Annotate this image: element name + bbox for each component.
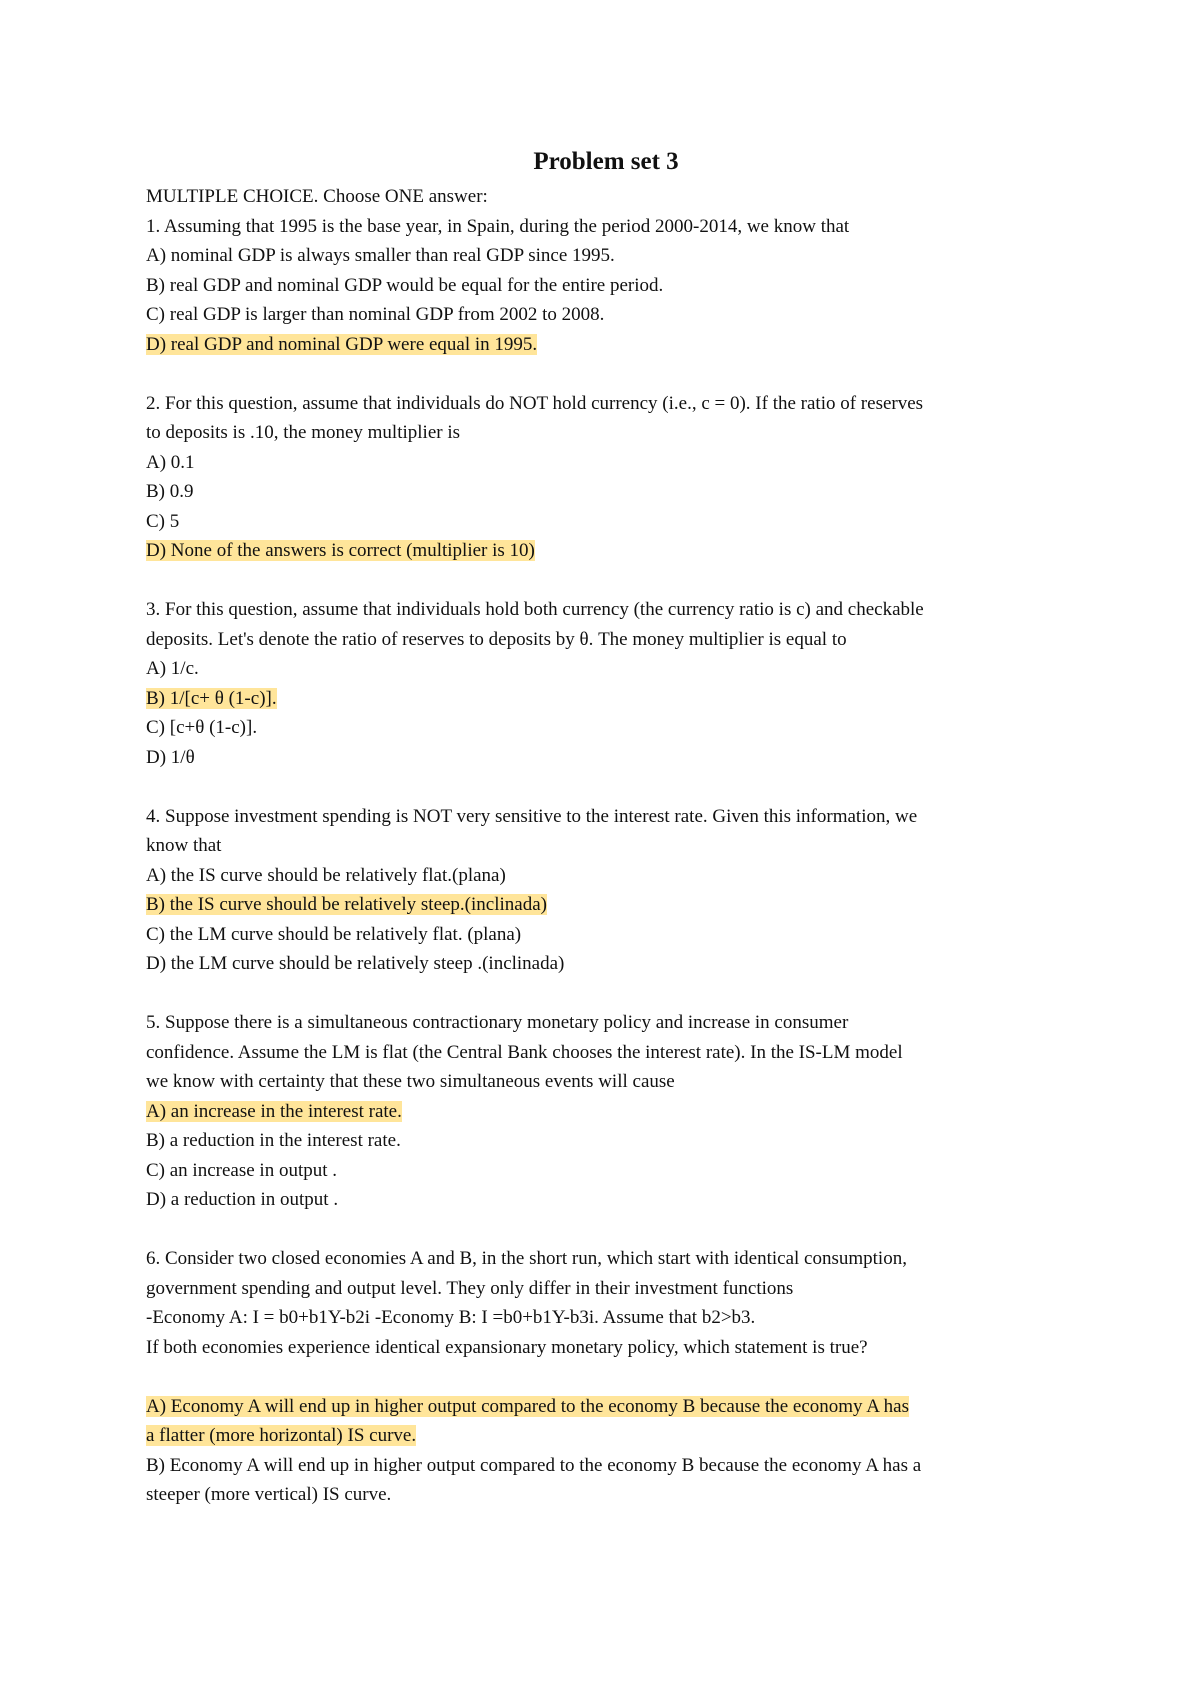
option-c (146, 713, 1066, 743)
question-stem: deposits. Let's denote the ratio of reserves to deposits by θ. The money multiplier is equal to (146, 628, 847, 650)
option-a-highlighted (146, 1421, 1066, 1451)
question-2 (146, 389, 1066, 566)
option-a-highlighted (146, 1097, 1066, 1127)
option-text: a flatter (more horizontal) IS curve. (146, 1425, 417, 1446)
option-c (146, 300, 1066, 330)
question-stem: 5. Suppose there is a simultaneous contractionary monetary policy and increase in consumer (146, 1012, 849, 1033)
question-stem: 4. Suppose investment spending is NOT very sensitive to the interest rate. Given this information, we (146, 805, 918, 827)
option-text: A) an increase in the interest rate. (146, 1100, 402, 1122)
option-b-highlighted (146, 684, 1066, 714)
option-a (146, 448, 1066, 478)
question-stem: 1. Assuming that 1995 is the base year, in Spain, during the period 2000-2014, we know that (146, 215, 850, 237)
option-text: C) real GDP is larger than nominal GDP from 2002 to 2008. (146, 304, 605, 325)
option-text: D) the LM curve should be relatively steep .(inclinada) (146, 953, 565, 974)
option-b (146, 477, 1066, 507)
question-stem: 6. Consider two closed economies A and B, in the short run, which start with identical consumption, (146, 1248, 907, 1269)
option-text: C) 5 (146, 510, 180, 532)
question-stem: If both economies experience identical expansionary monetary policy, which statement is true? (146, 1336, 868, 1358)
option-text: A) nominal GDP is always smaller than real GDP since 1995. (146, 245, 615, 266)
option-d (146, 949, 1066, 979)
option-text: D) a reduction in output . (146, 1189, 339, 1210)
question-gap (146, 1215, 1066, 1245)
option-c (146, 507, 1066, 537)
option-c (146, 920, 1066, 950)
page-title: Problem set 3 (533, 148, 679, 175)
question-stem: government spending and output level. They only differ in their investment functions (146, 1277, 794, 1299)
document-content (146, 144, 1066, 1510)
question-6 (146, 1244, 1066, 1510)
option-text: D) real GDP and nominal GDP were equal in 1995. (146, 333, 538, 355)
option-a (146, 861, 1066, 891)
option-text: steeper (more vertical) IS curve. (146, 1484, 392, 1505)
option-text: C) an increase in output . (146, 1159, 338, 1181)
option-text: B) 0.9 (146, 481, 194, 502)
option-text: B) 1/[c+ θ (1-c)]. (146, 687, 277, 709)
question-4 (146, 802, 1066, 979)
option-d-highlighted (146, 536, 1066, 566)
question-stem: we know with certainty that these two simultaneous events will cause (146, 1071, 675, 1092)
option-text: B) the IS curve should be relatively steep.(inclinada) (146, 894, 547, 915)
option-b (146, 1126, 1066, 1156)
question-stem: 2. For this question, assume that individuals do NOT hold currency (i.e., c = 0). If the ratio of reserves (146, 392, 924, 414)
instructions: MULTIPLE CHOICE. Choose ONE answer: (146, 186, 488, 207)
option-text: B) real GDP and nominal GDP would be equal for the entire period. (146, 274, 664, 296)
question-3 (146, 595, 1066, 772)
option-text: A) the IS curve should be relatively flat.(plana) (146, 864, 506, 886)
question-stem: confidence. Assume the LM is flat (the Central Bank chooses the interest rate). In the IS-LM model (146, 1041, 903, 1063)
option-d (146, 1185, 1066, 1215)
blank-line (146, 1362, 1066, 1392)
option-text: D) 1/θ (146, 746, 195, 768)
option-b (146, 1480, 1066, 1510)
option-d (146, 743, 1066, 773)
option-text: C) the LM curve should be relatively flat. (plana) (146, 923, 522, 945)
option-text: A) 0.1 (146, 451, 195, 473)
question-stem: know that (146, 835, 222, 856)
option-b-highlighted (146, 890, 1066, 920)
question-stem: 3. For this question, assume that individuals hold both currency (the currency ratio is c) and checkable (146, 599, 924, 620)
question-stem: -Economy A: I = b0+b1Y-b2i -Economy B: I =b0+b1Y-b3i. Assume that b2>b3. (146, 1307, 756, 1328)
option-text: D) None of the answers is correct (multiplier is 10) (146, 540, 535, 561)
question-5 (146, 1008, 1066, 1215)
question-gap (146, 772, 1066, 802)
option-text: A) 1/c. (146, 658, 199, 679)
question-gap (146, 979, 1066, 1009)
option-a (146, 241, 1066, 271)
option-b (146, 1451, 1066, 1481)
option-a (146, 654, 1066, 684)
question-gap (146, 566, 1066, 596)
option-text: C) [c+θ (1-c)]. (146, 717, 258, 738)
question-1 (146, 212, 1066, 360)
option-b (146, 271, 1066, 301)
option-text: B) Economy A will end up in higher output compared to the economy B because the economy A has a (146, 1454, 922, 1476)
option-c (146, 1156, 1066, 1186)
option-a-highlighted (146, 1392, 1066, 1422)
option-text: A) Economy A will end up in higher output compared to the economy B because the economy A has (146, 1395, 910, 1417)
question-list (146, 212, 1066, 1510)
question-gap (146, 359, 1066, 389)
option-d-highlighted (146, 330, 1066, 360)
option-text: B) a reduction in the interest rate. (146, 1130, 401, 1151)
question-stem: to deposits is .10, the money multiplier is (146, 422, 461, 443)
